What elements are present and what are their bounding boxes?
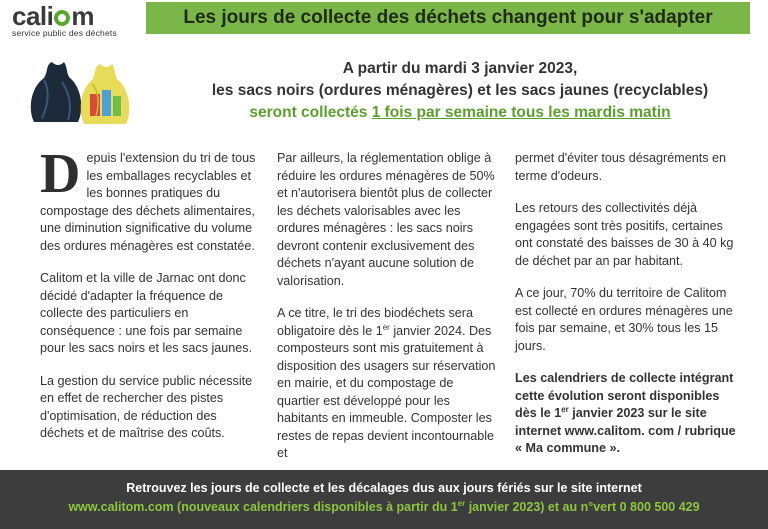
drop-cap: D (40, 143, 81, 205)
col2-p2-sup: er (382, 322, 390, 332)
text-column-1 (40, 143, 262, 458)
logo-tagline: service public des déchets (12, 28, 117, 38)
col3-paragraph-4 (515, 370, 737, 458)
waste-bags-illustration (26, 50, 146, 130)
page-title: Les jours de collecte des déchets changent pour s'adapter (146, 2, 750, 34)
col3-p4-sup: er (561, 404, 569, 414)
footer-line2-sup: er (457, 498, 466, 508)
col2-p2-a: A ce titre, le tri des biodéchets sera obligatoire dès le 1 (277, 306, 474, 338)
footer-line2-a: www.calitom.com (nouveaux calendriers disponibles à partir du 1 (68, 500, 458, 514)
headline-line3-prefix: seront collectés (249, 104, 372, 121)
col2-paragraph-2 (277, 305, 499, 463)
col3-paragraph-1: permet d'éviter tous désagréments en terme d'odeurs. (515, 151, 727, 183)
footer-line1: Retrouvez les jours de collecte et les décalages dus aux jours fériés sur le site internet (126, 481, 642, 495)
col1-p1-text: epuis l'extension du tri de tous les emballages recyclables et les bonnes pratiques du compostage des déchets alimentaires, une diminution significative du volume des ordures ménagères est constatée. (40, 151, 256, 253)
logo-word-b: m (71, 1, 94, 31)
headline-line1: A partir du mardi 3 janvier 2023, (342, 60, 578, 77)
col1-paragraph-2: Calitom et la ville de Jarnac ont donc décidé d'adapter la fréquence de collecte des particuliers en conséquence : une fois par semaine pour les sacs noirs et les sacs jaunes. (40, 271, 253, 355)
headline-line3 (160, 102, 760, 124)
col3-paragraph-2: Les retours des collectivités déjà engagées sont très positifs, certaines ont constaté des baisses de 30 à 40 kg de déchet par an par habitant. (515, 201, 734, 268)
headline-line2: les sacs noirs (ordures ménagères) et les sacs jaunes (recyclables) (211, 82, 709, 99)
col3-p4-a: Les calendriers de collecte intégrant cette évolution seront disponibles dès le 1 (515, 371, 734, 420)
calitom-logo (12, 2, 132, 38)
text-column-2 (277, 150, 499, 478)
footer-line2-b: janvier 2023) et au n°vert 0 800 500 429 (465, 500, 700, 514)
header (0, 0, 768, 40)
col3-p4-b: janvier 2023 sur le site internet www.calitom. com / rubrique « Ma commune ». (515, 406, 736, 455)
col1-paragraph-3: La gestion du service public nécessite en effet de rechercher des pistes d'optimisation, de réduction des déchets et de maîtrise des coûts. (40, 373, 253, 440)
headline-line3-underlined: 1 fois par semaine tous les mardis matin (371, 104, 671, 121)
footer-line2 (0, 498, 768, 517)
footer-banner (0, 470, 768, 529)
text-column-3 (515, 150, 737, 473)
logo-word-a: cali (12, 1, 54, 31)
col3-paragraph-3: A ce jour, 70% du territoire de Calitom est collecté en ordures ménagères une fois par semaine, et 30% tous les 15 jours. (515, 286, 733, 353)
logo-o-ring (54, 10, 70, 26)
headline (160, 58, 760, 124)
col1-paragraph-1 (40, 143, 262, 255)
col2-paragraph-1: Par ailleurs, la réglementation oblige à réduire les ordures ménagères de 50% et n'autorisera bientôt plus de collecter les déchets valorisables avec les ordures ménagères : les sacs noirs devront contenir exclusivement des déchets n'ayant aucune solution de valorisation. (277, 151, 495, 288)
col2-p2-b: janvier 2024. Des composteurs sont mis gratuitement à disposition des usagers sur réservation en mairie, et du compostage de quartier est développé pour les habitants en immeuble. Composter les restes de repas devient incontournable et (277, 323, 496, 460)
